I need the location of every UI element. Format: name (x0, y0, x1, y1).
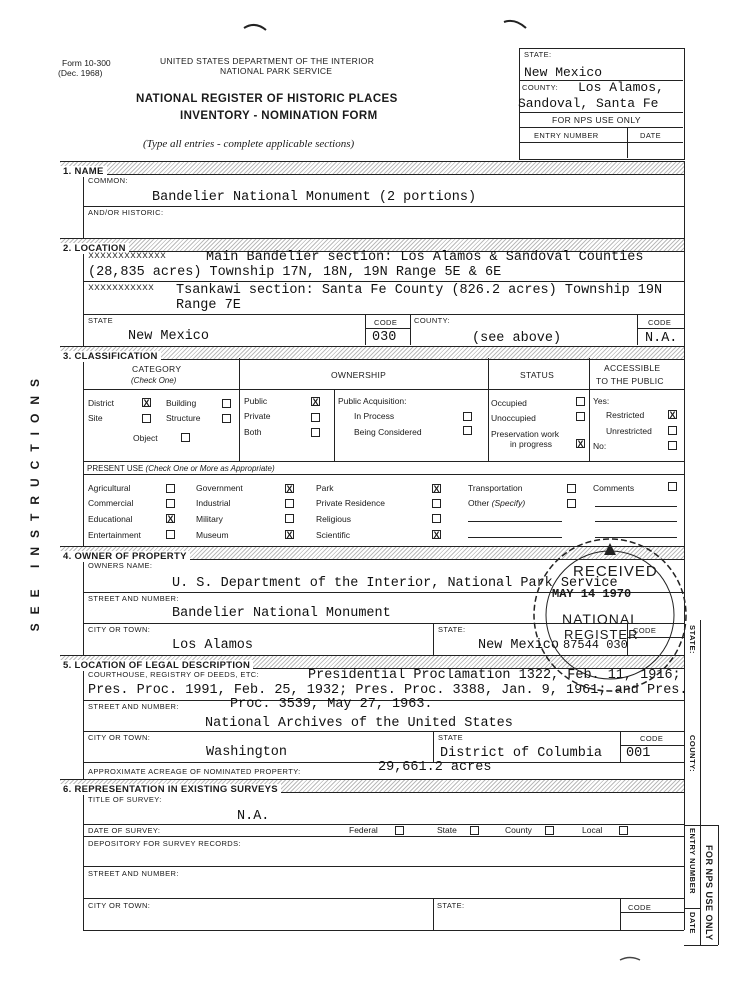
state-label: STATE: (524, 50, 552, 59)
location-line-4: Range 7E (176, 298, 241, 313)
use-private-residence: Private Residence (316, 498, 385, 508)
in-process: In Process (354, 411, 395, 421)
survey-title-label: TITLE OF SURVEY: (88, 795, 162, 804)
acreage-label: APPROXIMATE ACREAGE OF NOMINATED PROPERTY: (88, 767, 301, 776)
check-one-note: (Check One) (131, 376, 177, 385)
state-survey-label: State (437, 825, 457, 835)
form-title: NATIONAL REGISTER OF HISTORIC PLACES (136, 93, 398, 105)
educational-checkbox[interactable]: X (167, 514, 174, 524)
accessible-header-2: TO THE PUBLIC (596, 376, 664, 386)
depository-label: DEPOSITORY FOR SURVEY RECORDS: (88, 839, 242, 848)
status-header: STATUS (520, 370, 555, 380)
state-value: New Mexico (524, 65, 603, 80)
strikeout-1: xxxxxxxxxxxxx (88, 251, 167, 262)
form-number: Form 10-300 (62, 58, 111, 68)
location-county: (see above) (472, 331, 562, 346)
owner-state: New Mexico (478, 638, 560, 653)
use-scientific: Scientific (316, 530, 351, 540)
in-progress-checkbox[interactable]: X (577, 439, 584, 449)
use-comments: Comments (593, 483, 635, 493)
common-name: Bandelier National Monument (2 portions) (152, 190, 477, 205)
legal-city-label: CITY OR TOWN: (88, 733, 151, 742)
use-entertainment: Entertainment (88, 530, 141, 540)
county-code-label: CODE (648, 318, 672, 327)
survey-title: N.A. (237, 809, 270, 824)
legal-line-2: Pres. Proc. 1991, Feb. 25, 1932; Pres. Proc. 3388, Jan. 9, 1961; and Pres. (88, 683, 688, 698)
unrestricted: Unrestricted (606, 426, 652, 436)
owner-state-label: STATE: (438, 625, 466, 634)
state-label-2: STATE (88, 316, 114, 325)
section-3-heading: 3. CLASSIFICATION (60, 346, 684, 360)
margin-state: STATE: (688, 625, 697, 654)
stamp-national: NATIONAL (562, 611, 639, 627)
use-museum: Museum (196, 530, 229, 540)
margin-entry-number: ENTRY NUMBER (688, 828, 697, 895)
owner-state-code: 87544 030 (563, 638, 628, 652)
legal-code: 001 (626, 746, 651, 761)
courthouse-label: COURTHOUSE, REGISTRY OF DEEDS, ETC: (88, 670, 260, 679)
local-survey-label: Local (582, 825, 603, 835)
status-occupied: Occupied (491, 398, 527, 408)
use-religious: Religious (316, 514, 351, 524)
park-checkbox[interactable]: X (433, 484, 440, 494)
section-6-heading: 6. REPRESENTATION IN EXISTING SURVEYS (60, 779, 684, 793)
category-building: Building (166, 398, 197, 408)
section-2-heading: 2. LOCATION (60, 238, 684, 252)
see-instructions: SEE INSTRUCTIONS (28, 370, 42, 632)
use-military: Military (196, 514, 223, 524)
stamp-date: MAY 14 1970 (552, 587, 632, 601)
restricted: Restricted (606, 410, 645, 420)
in-progress: in progress (510, 439, 553, 449)
legal-city: Washington (206, 745, 288, 760)
category-header: CATEGORY (132, 364, 182, 374)
use-commercial: Commercial (88, 498, 134, 508)
owner-city-label: CITY OR TOWN: (88, 625, 151, 634)
code-label-2: CODE (374, 318, 398, 327)
accessible-yes: Yes: (593, 396, 610, 406)
restricted-checkbox[interactable]: X (669, 410, 676, 420)
entry-number-label: ENTRY NUMBER (534, 131, 599, 140)
owner-street-label: STREET AND NUMBER: (88, 594, 179, 603)
owner-city: Los Alamos (172, 638, 254, 653)
use-transportation: Transportation (468, 483, 523, 493)
owner-code-label: CODE (633, 626, 657, 635)
status-unoccupied: Unoccupied (491, 413, 536, 423)
survey-code-label: CODE (628, 903, 652, 912)
accessible-no: No: (593, 441, 607, 451)
use-government: Government (196, 483, 243, 493)
scientific-checkbox[interactable]: X (433, 530, 440, 540)
section-4-heading: 4. OWNER OF PROPERTY (60, 546, 684, 560)
state-code: 030 (372, 330, 397, 345)
location-line-3: Tsankawi section: Santa Fe County (826.2 acres) Township 19N (176, 283, 663, 298)
location-line-2: (28,835 acres) Township 17N, 18N, 19N Range 5E & 6E (88, 265, 502, 280)
form-date: (Dec. 1968) (58, 68, 103, 78)
category-structure: Structure (166, 413, 201, 423)
stamp-register: REGISTER (564, 627, 639, 642)
service: NATIONAL PARK SERVICE (220, 66, 333, 76)
survey-city-label: CITY OR TOWN: (88, 901, 151, 910)
type-instructions: (Type all entries - complete applicable sections) (143, 138, 355, 150)
federal-label: Federal (349, 825, 378, 835)
category-district: District (88, 398, 114, 408)
legal-street-label: STREET AND NUMBER: (88, 702, 179, 711)
county-code: N.A. (645, 331, 678, 346)
survey-street-label: STREET AND NUMBER: (88, 869, 179, 878)
strikeout-2: xxxxxxxxxxx (88, 283, 155, 294)
owners-name: U. S. Department of the Interior, National Park Service (172, 576, 618, 591)
legal-state-label: STATE (438, 733, 464, 742)
public-acquisition: Public Acquisition: (338, 396, 407, 406)
common-label: COMMON: (88, 176, 128, 185)
ownership-both: Both (244, 427, 262, 437)
location-state: New Mexico (128, 329, 210, 344)
county-label: COUNTY: (522, 83, 559, 92)
accessible-header-1: ACCESSIBLE (604, 363, 661, 373)
survey-date-label: DATE OF SURVEY: (88, 826, 161, 835)
county-survey-label: County (505, 825, 532, 835)
county-value-1: Los Alamos, (578, 80, 664, 95)
margin-county: COUNTY: (688, 735, 697, 773)
county-value-2: Sandoval, Santa Fe (518, 96, 659, 111)
use-educational: Educational (88, 514, 133, 524)
location-line-1: Main Bandelier section: Los Alamos & Sandoval Counties (206, 250, 644, 265)
district-checkbox[interactable]: X (143, 398, 150, 408)
ownership-private: Private (244, 411, 271, 421)
use-industrial: Industrial (196, 498, 231, 508)
ownership-public: Public (244, 396, 268, 406)
section-1-heading: 1. NAME (60, 161, 684, 175)
margin-nps-use-only: FOR NPS USE ONLY (704, 845, 714, 941)
stamp-received: RECEIVED (573, 563, 658, 580)
museum-checkbox[interactable]: X (286, 530, 293, 540)
historic-label: AND/OR HISTORIC: (88, 208, 164, 217)
date-label: DATE (640, 131, 662, 140)
survey-state-label: STATE: (437, 901, 465, 910)
present-use-label: PRESENT USE (Check One or More as Appropriate) (87, 464, 275, 473)
department: UNITED STATES DEPARTMENT OF THE INTERIOR (160, 56, 375, 66)
legal-line-1: Presidential Proclamation 1322, Feb. 11, 1916; (308, 668, 681, 683)
section-5-heading: 5. LOCATION OF LEGAL DESCRIPTION (60, 655, 684, 669)
ownership-header: OWNERSHIP (331, 370, 387, 380)
legal-line-4: National Archives of the United States (205, 716, 513, 731)
use-park: Park (316, 483, 334, 493)
being-considered: Being Considered (354, 427, 422, 437)
use-other: Other (Specify) (468, 498, 526, 508)
owner-street: Bandelier National Monument (172, 606, 391, 621)
margin-date: DATE (688, 912, 697, 934)
use-agricultural: Agricultural (88, 483, 131, 493)
legal-code-label: CODE (640, 734, 664, 743)
nps-use-only: FOR NPS USE ONLY (552, 115, 641, 125)
category-object: Object (133, 433, 158, 443)
legal-line-3: Proc. 3539, May 27, 1963. (230, 697, 433, 712)
received-stamp (530, 535, 690, 695)
legal-state: District of Columbia (440, 746, 603, 761)
government-checkbox[interactable]: X (286, 484, 293, 494)
preservation-work: Preservation work (491, 429, 560, 439)
county-label-2: COUNTY: (414, 316, 451, 325)
public-checkbox[interactable]: X (312, 397, 319, 407)
category-site: Site (88, 413, 103, 423)
acreage: 29,661.2 acres (378, 760, 492, 775)
form-subtitle: INVENTORY - NOMINATION FORM (180, 110, 378, 122)
owners-name-label: OWNERS NAME: (88, 561, 153, 570)
